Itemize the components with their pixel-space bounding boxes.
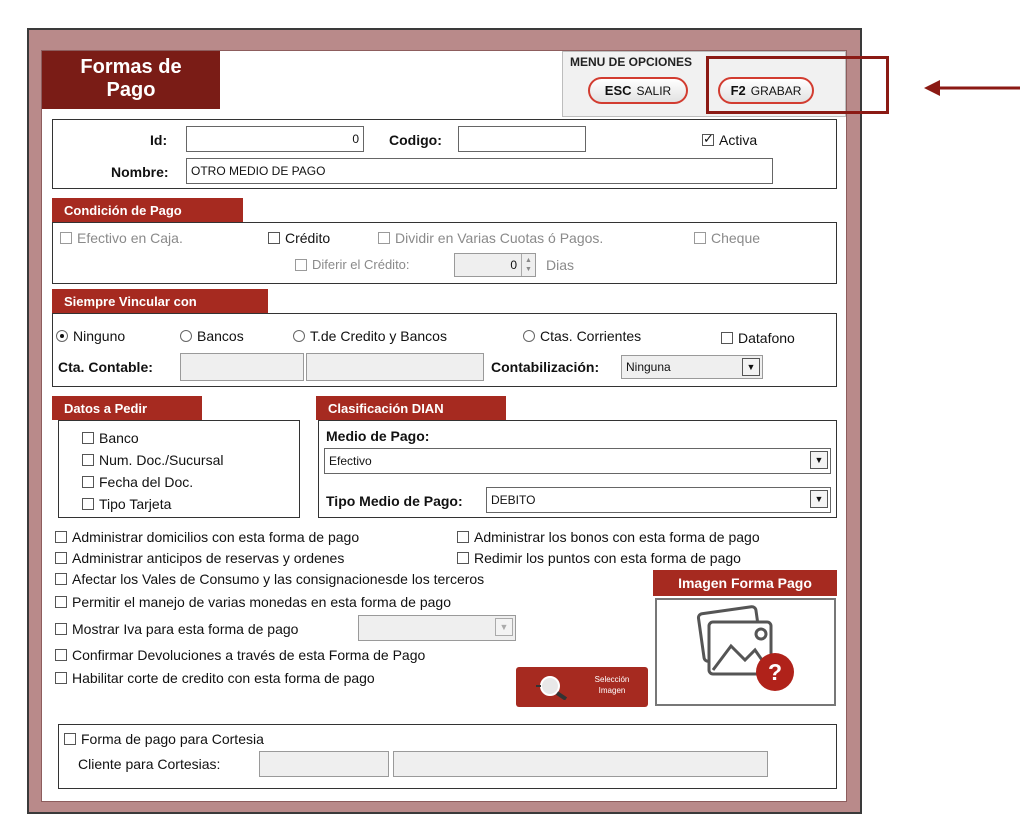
cortesia-checkbox[interactable] <box>64 733 76 745</box>
tcredito-label: T.de Credito y Bancos <box>310 328 447 344</box>
tipo-medio-label: Tipo Medio de Pago: <box>326 493 463 509</box>
condicion-pago-tab: Condición de Pago <box>52 198 243 222</box>
tipo-tarjeta-label: Tipo Tarjeta <box>99 496 172 512</box>
imagen-preview[interactable] <box>655 598 836 706</box>
cliente-cortesias-code-field[interactable] <box>259 751 389 777</box>
highlight-box <box>706 56 889 114</box>
cta-contable-label: Cta. Contable: <box>58 359 153 375</box>
ctas-corrientes-option[interactable] <box>523 328 641 344</box>
ctas-corrientes-label: Ctas. Corrientes <box>540 328 642 344</box>
diferir-credito-option[interactable] <box>295 257 410 272</box>
iva-label: Mostrar Iva para esta forma de pago <box>72 621 299 637</box>
dividir-cuotas-label: Dividir en Varias Cuotas ó Pagos. <box>395 230 604 246</box>
banco-checkbox[interactable] <box>82 432 94 444</box>
devoluciones-option[interactable] <box>55 647 425 663</box>
cortesia-option[interactable] <box>64 731 264 747</box>
tcredito-option[interactable] <box>293 328 447 344</box>
domicilios-option[interactable] <box>55 529 359 545</box>
cheque-option[interactable] <box>694 230 760 246</box>
devoluciones-label: Confirmar Devoluciones a través de esta Forma de Pago <box>72 647 426 663</box>
corte-credito-label: Habilitar corte de credito con esta forma de pago <box>72 670 375 686</box>
contabilizacion-value: Ninguna <box>626 360 671 374</box>
contabilizacion-label: Contabilización: <box>491 359 600 375</box>
bancos-radio[interactable] <box>180 330 192 342</box>
tipo-medio-value: DEBITO <box>491 493 536 507</box>
codigo-label: Codigo: <box>389 132 442 148</box>
redimir-label: Redimir los puntos con esta forma de pago <box>474 550 741 566</box>
bancos-label: Bancos <box>197 328 244 344</box>
medio-pago-value: Efectivo <box>329 454 372 468</box>
cheque-checkbox[interactable] <box>694 232 706 244</box>
efectivo-caja-option[interactable] <box>60 230 183 246</box>
diferir-credito-checkbox[interactable] <box>295 259 307 271</box>
datafono-label: Datafono <box>738 330 795 346</box>
seleccion-line1: Selección <box>594 675 630 684</box>
dropdown-arrow-icon[interactable]: ▼ <box>810 451 828 469</box>
corte-credito-option[interactable] <box>55 670 375 686</box>
diferir-dias-value: 0 <box>510 258 517 272</box>
vales-checkbox[interactable] <box>55 573 67 585</box>
redimir-option[interactable] <box>457 550 741 566</box>
bonos-checkbox[interactable] <box>457 531 469 543</box>
medio-pago-label: Medio de Pago: <box>326 428 430 444</box>
datafono-option[interactable] <box>721 330 795 346</box>
credito-option[interactable] <box>268 230 330 246</box>
seleccion-imagen-label <box>582 674 642 696</box>
f2-key-label: F2 <box>730 83 746 98</box>
datafono-checkbox[interactable] <box>721 332 733 344</box>
seleccion-imagen-button[interactable] <box>516 667 648 707</box>
iva-select[interactable] <box>358 615 516 641</box>
vincular-tab: Siempre Vincular con <box>52 289 268 313</box>
corte-credito-checkbox[interactable] <box>55 672 67 684</box>
medio-pago-select[interactable] <box>324 448 831 474</box>
seleccion-line2: Imagen <box>598 686 626 695</box>
credito-label: Crédito <box>285 230 331 246</box>
credito-checkbox[interactable] <box>268 232 280 244</box>
dividir-cuotas-option[interactable] <box>378 230 603 246</box>
efectivo-caja-label: Efectivo en Caja. <box>77 230 183 246</box>
activa-checkbox[interactable] <box>702 134 714 146</box>
monedas-option[interactable] <box>55 594 451 610</box>
image-placeholder-icon <box>657 600 834 704</box>
ninguno-radio[interactable] <box>56 330 68 342</box>
salir-label: SALIR <box>636 83 672 98</box>
bonos-option[interactable] <box>457 529 760 545</box>
diferir-dias-stepper[interactable] <box>454 253 536 277</box>
domicilios-label: Administrar domicilios con esta forma de pago <box>72 529 360 545</box>
fecha-doc-checkbox[interactable] <box>82 476 94 488</box>
cliente-cortesias-label: Cliente para Cortesias: <box>78 756 221 772</box>
grabar-label: GRABAR <box>750 83 802 98</box>
vales-option[interactable] <box>55 571 484 587</box>
banco-option[interactable] <box>82 430 139 446</box>
dividir-cuotas-checkbox[interactable] <box>378 232 390 244</box>
codigo-field[interactable] <box>458 126 586 152</box>
fecha-doc-label: Fecha del Doc. <box>99 474 194 490</box>
page-title <box>42 51 220 109</box>
svg-text:?: ? <box>767 659 783 685</box>
ctas-corrientes-radio[interactable] <box>523 330 535 342</box>
num-doc-option[interactable] <box>82 452 223 468</box>
tipo-tarjeta-option[interactable] <box>82 496 171 512</box>
dropdown-arrow-icon[interactable]: ▼ <box>742 358 760 376</box>
redimir-checkbox[interactable] <box>457 552 469 564</box>
dias-label: Dias <box>546 257 575 273</box>
efectivo-caja-checkbox[interactable] <box>60 232 72 244</box>
devoluciones-checkbox[interactable] <box>55 649 67 661</box>
bonos-label: Administrar los bonos con esta forma de pago <box>474 529 760 545</box>
anticipos-label: Administrar anticipos de reservas y ordenes <box>72 550 345 566</box>
num-doc-checkbox[interactable] <box>82 454 94 466</box>
diferir-credito-label: Diferir el Crédito: <box>312 257 410 272</box>
nombre-label: Nombre: <box>111 164 169 180</box>
fecha-doc-option[interactable] <box>82 474 193 490</box>
ninguno-label: Ninguno <box>73 328 126 344</box>
domicilios-checkbox[interactable] <box>55 531 67 543</box>
imagen-forma-pago-tab: Imagen Forma Pago <box>653 570 837 596</box>
page-title-text: Formas de Pago <box>80 56 182 101</box>
id-label: Id: <box>150 132 168 148</box>
banco-label: Banco <box>99 430 139 446</box>
vales-label: Afectar los Vales de Consumo y las consignacionesde los terceros <box>72 571 485 587</box>
dropdown-arrow-icon[interactable]: ▼ <box>495 618 513 636</box>
tcredito-radio[interactable] <box>293 330 305 342</box>
monedas-label: Permitir el manejo de varias monedas en esta forma de pago <box>72 594 451 610</box>
anticipos-option[interactable] <box>55 550 344 566</box>
id-field[interactable]: 0 <box>186 126 364 152</box>
iva-option[interactable] <box>55 621 298 637</box>
cta-contable-field[interactable] <box>180 353 304 381</box>
activa-option[interactable] <box>702 132 757 148</box>
monedas-checkbox[interactable] <box>55 596 67 608</box>
arrow-left-icon <box>922 76 1022 100</box>
activa-label: Activa <box>719 132 758 148</box>
cta-contable-name-field[interactable] <box>306 353 484 381</box>
dropdown-arrow-icon[interactable]: ▼ <box>810 490 828 508</box>
tipo-medio-select[interactable] <box>486 487 831 513</box>
ninguno-option[interactable] <box>56 328 125 344</box>
iva-checkbox[interactable] <box>55 623 67 635</box>
anticipos-checkbox[interactable] <box>55 552 67 564</box>
bancos-option[interactable] <box>180 328 244 344</box>
spinner-arrows-icon[interactable]: ▲ ▼ <box>521 254 535 276</box>
contabilizacion-select[interactable] <box>621 355 763 379</box>
nombre-field[interactable]: OTRO MEDIO DE PAGO <box>186 158 773 184</box>
magnifier-icon <box>536 674 570 700</box>
dian-tab: Clasificación DIAN <box>316 396 506 420</box>
num-doc-label: Num. Doc./Sucursal <box>99 452 224 468</box>
tipo-tarjeta-checkbox[interactable] <box>82 498 94 510</box>
menu-title: MENU DE OPCIONES <box>570 55 693 69</box>
cheque-label: Cheque <box>711 230 761 246</box>
esc-key-label: ESC <box>604 83 632 98</box>
datos-pedir-tab: Datos a Pedir <box>52 396 202 420</box>
cliente-cortesias-name-field[interactable] <box>393 751 768 777</box>
esc-salir-button[interactable] <box>588 77 688 104</box>
cortesia-label: Forma de pago para Cortesia <box>81 731 264 747</box>
